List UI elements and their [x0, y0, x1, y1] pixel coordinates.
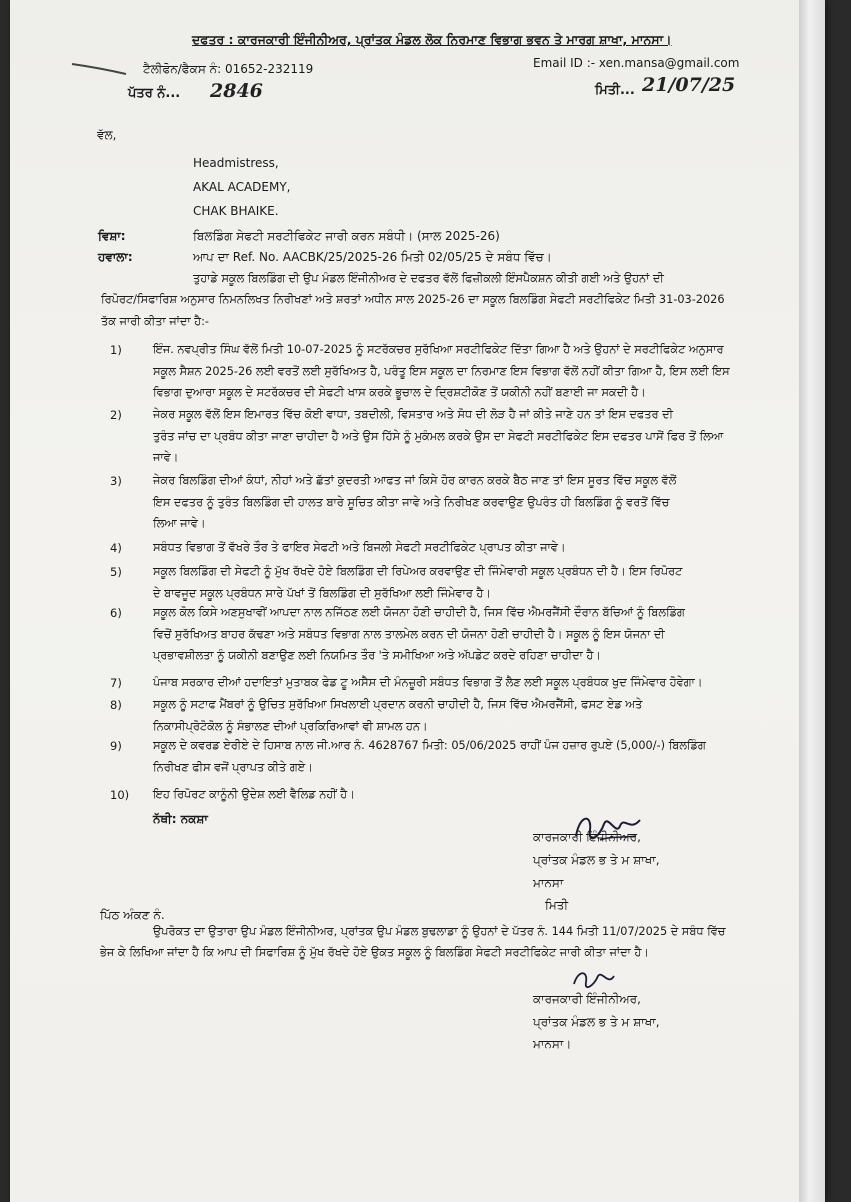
item-number: 8): [110, 698, 122, 712]
reference-text: ਆਪ ਦਾ Ref. No. AACBK/25/2025-26 ਮਿਤੀ 02/05/25 ਦੇ ਸਬੰਧ ਵਿੱਚ।: [193, 250, 552, 264]
item-text-line: ਪ੍ਰਭਾਵਸ਼ੀਲਤਾ ਨੂੰ ਯਕੀਨੀ ਬਣਾਉਣ ਲਈ ਨਿਯਮਿਤ ਤੌਰ 'ਤੇ ਸਮੀਖਿਆ ਅਤੇ ਅੱਪਡੇਟ ਕਰਦੇ ਰਹਿਣਾ ਚਾਹੀਦਾ ਹੈ।: [153, 649, 601, 662]
item-text-line: ਤੁਰੰਤ ਜਾਂਚ ਦਾ ਪ੍ਰਬੰਧ ਕੀਤਾ ਜਾਣਾ ਚਾਹੀਦਾ ਹੈ ਅਤੇ ਉਸ ਹਿੱਸੇ ਨੂੰ ਮੁਕੰਮਲ ਕਰਕੇ ਉਸ ਦਾ ਸੇਫਟੀ ਸਰਟੀਫਿਕੇਟ ਇਸ ਦਫਤਰ ਪਾਸੋਂ ਫਿਰ ਤੋਂ ਲਿਆ: [153, 429, 724, 443]
item-text-line: ਜੇਕਰ ਸਕੂਲ ਵੱਲੋਂ ਇਸ ਇਮਾਰਤ ਵਿੱਚ ਕੋਈ ਵਾਧਾ, ਤਬਦੀਲੀ, ਵਿਸਤਾਰ ਅਤੇ ਸੋਧ ਦੀ ਲੋੜ ਹੈ ਜਾਂ ਕੀਤੇ ਜਾਣੇ ਹਨ ਤਾਂ ਇਸ ਦਫਤਰ ਦੀ: [153, 408, 673, 421]
date-handwritten: 21/07/25: [642, 74, 736, 96]
addressee-van: ਵੱਲ,: [97, 128, 117, 142]
sig1-line-1: ਕਾਰਜਕਾਰੀ ਇੰਜੀਨੀਅਰ,: [533, 830, 641, 844]
phone-line: ਟੈਲੀਫੋਨ/ਫੈਕਸ ਨੰ: 01652-232119: [143, 62, 314, 76]
intro-line-1: ਤੁਹਾਡੇ ਸਕੂਲ ਬਿਲਡਿੰਗ ਦੀ ਉਪ ਮੰਡਲ ਇੰਜੀਨੀਅਰ ਦੇ ਦਫਤਰ ਵੱਲੋਂ ਫਿਜ਼ੀਕਲੀ ਇੰਸਪੈਕਸ਼ਨ ਕੀਤੀ ਗਈ ਅਤੇ ਉਹਨਾਂ ਦੀ: [193, 272, 664, 285]
page-edge: [799, 0, 825, 1202]
item-text-line: ਸਕੂਲ ਨੂੰ ਸਟਾਫ ਮੈਂਬਰਾਂ ਨੂੰ ਉਚਿਤ ਸੁਰੱਖਿਆ ਸਿਖਲਾਈ ਪ੍ਰਦਾਨ ਕਰਨੀ ਚਾਹੀਦੀ ਹੈ, ਜਿਸ ਵਿੱਚ ਐਮਰਜੈਂਸੀ, ਫਸਟ ਏਡ ਅਤੇ: [153, 698, 643, 711]
item-text-line: ਨਿਕਾਸੀਪ੍ਰੋਟੋਕੋਲ ਨੂੰ ਸੰਭਾਲਣ ਦੀਆਂ ਪ੍ਰਕਿਰਿਆਵਾਂ ਵੀ ਸ਼ਾਮਲ ਹਨ।: [153, 719, 428, 733]
item-number: 2): [110, 408, 122, 422]
addressee-line-1: Headmistress,: [193, 156, 279, 170]
office-header: ਦਫਤਰ : ਕਾਰਜਕਾਰੀ ਇੰਜੀਨੀਅਰ, ਪ੍ਰਾਂਤਕ ਮੰਡਲ ਲੋਕ ਨਿਰਮਾਣ ਵਿਭਾਗ ਭਵਨ ਤੇ ਮਾਰਗ ਸ਼ਾਖਾ, ਮਾਨਸਾ।: [192, 32, 672, 47]
item-text-line: ਸਬੰਧਤ ਵਿਭਾਗ ਤੋਂ ਵੱਖਰੇ ਤੌਰ ਤੇ ਫਾਇਰ ਸੇਫਟੀ ਅਤੇ ਬਿਜਲੀ ਸੇਫਟੀ ਸਰਟੀਫਿਕੇਟ ਪ੍ਰਾਪਤ ਕੀਤਾ ਜਾਵੇ।: [153, 541, 566, 554]
item-text-line: ਜੇਕਰ ਬਿਲਡਿੰਗ ਦੀਆਂ ਕੰਧਾਂ, ਨੀਹਾਂ ਅਤੇ ਛੱਤਾਂ ਕੁਦਰਤੀ ਆਫਤ ਜਾਂ ਕਿਸੇ ਹੋਰ ਕਾਰਨ ਕਰਕੇ ਬੈਠ ਜਾਣ ਤਾਂ ਇਸ ਸੂਰਤ ਵਿੱਚ ਸਕੂਲ ਵੱਲੋਂ: [153, 474, 677, 487]
item-text-line: ਵਿਚੋਂ ਸੁਰੱਖਿਅਤ ਬਾਹਰ ਕੱਢਣਾ ਅਤੇ ਸਬੰਧਤ ਵਿਭਾਗ ਨਾਲ ਤਾਲਮੇਲ ਕਰਨ ਦੀ ਯੋਜਨਾ ਹੋਣੀ ਚਾਹੀਦੀ ਹੈ। ਸਕੂਲ ਨੂੰ ਇਸ ਯੋਜਨਾ ਦੀ: [153, 627, 665, 641]
intro-line-2: ਰਿਪੋਰਟ/ਸਿਫਾਰਿਸ਼ ਅਨੁਸਾਰ ਨਿਮਨਲਿਖਤ ਨਿਰੀਖਣਾਂ ਅਤੇ ਸ਼ਰਤਾਂ ਅਧੀਨ ਸਾਲ 2025-26 ਦਾ ਸਕੂਲ ਬਿਲਡਿੰਗ ਸੇਫਟੀ ਸਰਟੀਫਿਕੇਟ ਮਿਤੀ 31-03-2026: [101, 293, 725, 306]
sig1-line-4: ਮਿਤੀ: [545, 898, 569, 912]
item-text-line: ਸਕੂਲ ਦੇ ਕਵਰਡ ਏਰੀਏ ਦੇ ਹਿਸਾਬ ਨਾਲ ਜੀ.ਆਰ ਨੰ. 4628767 ਮਿਤੀ: 05/06/2025 ਰਾਹੀਂ ਪੰਜ ਹਜ਼ਾਰ ਰੁਪਏ (5,000/-) ਬਿਲਡਿੰਗ: [153, 739, 706, 752]
item-text-line: ਲਿਆ ਜਾਵੇ।: [153, 517, 206, 530]
item-text-line: ਪੰਜਾਬ ਸਰਕਾਰ ਦੀਆਂ ਹਦਾਇਤਾਂ ਮੁਤਾਬਕ ਫੇਡ ਟੂ ਅਸੈਸ ਦੀ ਮੰਨਜ਼ੂਰੀ ਸਬੰਧਤ ਵਿਭਾਗ ਤੋਂ ਲੈਣ ਲਈ ਸਕੂਲ ਪ੍ਰਬੰਧਕ ਖੁਦ ਜਿੰਮੇਵਾਰ ਹੋਵੇਗਾ।: [153, 676, 703, 689]
reference-label: ਹਵਾਲਾ:: [98, 250, 133, 264]
signature-scribble-1: [570, 806, 650, 852]
sig2-line-3: ਮਾਨਸਾ।: [533, 1037, 572, 1051]
subject-text: ਬਿਲਡਿੰਗ ਸੇਫਟੀ ਸਰਟੀਫਿਕੇਟ ਜਾਰੀ ਕਰਨ ਸਬੰਧੀ। (ਸਾਲ 2025-26): [193, 229, 500, 243]
endorsement-label: ਪਿੱਠ ਅੰਕਣ ਨੰ.: [100, 908, 165, 922]
addressee-line-2: AKAL ACADEMY,: [193, 180, 291, 194]
item-number: 3): [110, 474, 122, 488]
item-number: 10): [110, 788, 130, 802]
item-number: 9): [110, 739, 122, 753]
signature-scribble-2: [570, 966, 620, 994]
sig1-line-3: ਮਾਨਸਾ: [533, 876, 564, 890]
endorsement-line-1: ਉਪਰੋਕਤ ਦਾ ਉਤਾਰਾ ਉਪ ਮੰਡਲ ਇੰਜੀਨੀਅਰ, ਪ੍ਰਾਂਤਕ ਉਪ ਮੰਡਲ ਬੁਢਲਾਡਾ ਨੂੰ ਉਹਨਾਂ ਦੇ ਪੱਤਰ ਨੰ. 144 ਮਿਤੀ 11/07/2025 ਦੇ ਸਬੰਧ ਵਿੱਚ: [153, 925, 726, 938]
sig2-line-1: ਕਾਰਜਕਾਰੀ ਇੰਜੀਨੀਅਰ,: [533, 992, 641, 1006]
item-text-line: ਇਸ ਦਫਤਰ ਨੂੰ ਤੁਰੰਤ ਬਿਲਡਿੰਗ ਦੀ ਹਾਲਤ ਬਾਰੇ ਸੂਚਿਤ ਕੀਤਾ ਜਾਵੇ ਅਤੇ ਨਿਰੀਖਣ ਕਰਵਾਉਣ ਉਪਰੰਤ ਹੀ ਬਿਲਡਿੰਗ ਨੂੰ ਵਰਤੋਂ ਵਿੱਚ: [153, 495, 670, 509]
item-text-line: ਵਿਭਾਗ ਦੁਆਰਾ ਸਕੂਲ ਦੇ ਸਟਰੱਕਚਰ ਦੀ ਸੇਫਟੀ ਖਾਸ ਕਰਕੇ ਭੂਚਾਲ ਦੇ ਦ੍ਰਿਸ਼ਟੀਕੋਣ ਤੋਂ ਯਕੀਨੀ ਨਹੀਂ ਬਣਾਈ ਜਾ ਸਕਦੀ ਹੈ।: [153, 386, 646, 399]
letter-number-label: ਪੱਤਰ ਨੰ...: [128, 86, 181, 101]
item-text-line: ਇਹ ਰਿਪੋਰਟ ਕਾਨੂੰਨੀ ਉਦੇਸ਼ ਲਈ ਵੈਲਿਡ ਨਹੀਂ ਹੈ।: [153, 788, 355, 801]
item-number: 5): [110, 565, 122, 579]
item-number: 4): [110, 541, 122, 555]
letter-page: [10, 0, 825, 1202]
pen-stroke-mark: [70, 58, 130, 78]
item-number: 7): [110, 676, 122, 690]
sig1-line-2: ਪ੍ਰਾਂਤਕ ਮੰਡਲ ਭ ਤੇ ਮ ਸ਼ਾਖਾ,: [533, 853, 660, 867]
subject-label: ਵਿਸ਼ਾ:: [98, 229, 126, 243]
item-text-line: ਇੰਜ. ਨਵਪ੍ਰੀਤ ਸਿੰਘ ਵੱਲੋਂ ਮਿਤੀ 10-07-2025 ਨੂੰ ਸਟਰੱਕਚਰ ਸੁਰੱਖਿਆ ਸਰਟੀਫਿਕੇਟ ਦਿੱਤਾ ਗਿਆ ਹੈ ਅਤੇ ਉਹਨਾਂ ਦੇ ਸਰਟੀਫਿਕੇਟ ਅਨੁਸਾਰ: [153, 343, 724, 356]
sig2-line-2: ਪ੍ਰਾਂਤਕ ਮੰਡਲ ਭ ਤੇ ਮ ਸ਼ਾਖਾ,: [533, 1015, 660, 1029]
intro-line-3: ਤੱਕ ਜਾਰੀ ਕੀਤਾ ਜਾਂਦਾ ਹੈ:-: [101, 315, 209, 328]
item-text-line: ਜਾਵੇ।: [153, 451, 179, 464]
item-text-line: ਨਿਰੀਖਣ ਫੀਸ ਵਜੋਂ ਪ੍ਰਾਪਤ ਕੀਤੇ ਗਏ।: [153, 760, 313, 774]
email-line: Email ID :- xen.mansa@gmail.com: [533, 56, 740, 70]
enclosure-note: ਨੱਥੀ: ਨਕਸ਼ਾ: [153, 812, 208, 826]
item-text-line: ਦੇ ਬਾਵਜੂਦ ਸਕੂਲ ਪ੍ਰਬੰਧਨ ਸਾਰੇ ਪੱਖਾਂ ਤੋਂ ਬਿਲਡਿੰਗ ਦੀ ਸੁਰੱਖਿਆ ਲਈ ਜਿੰਮੇਵਾਰ ਹੈ।: [153, 586, 491, 600]
item-number: 1): [110, 343, 122, 357]
item-text-line: ਸਕੂਲ ਕੋਲ ਕਿਸੇ ਅਣਸੁਖਾਵੀਂ ਆਪਦਾ ਨਾਲ ਨਜਿੱਠਣ ਲਈ ਯੋਜਨਾ ਹੋਣੀ ਚਾਹੀਦੀ ਹੈ, ਜਿਸ ਵਿੱਚ ਐਮਰਜੈਂਸੀ ਦੌਰਾਨ ਬੱਚਿਆਂ ਨੂੰ ਬਿਲਡਿੰਗ: [153, 606, 685, 619]
item-number: 6): [110, 606, 122, 620]
date-label: ਮਿਤੀ...: [595, 83, 635, 98]
addressee-line-3: CHAK BHAIKE.: [193, 204, 279, 218]
endorsement-line-2: ਭੇਜ ਕੇ ਲਿਖਿਆ ਜਾਂਦਾ ਹੈ ਕਿ ਆਪ ਦੀ ਸਿਫਾਰਿਸ਼ ਨੂੰ ਮੁੱਖ ਰੱਖਦੇ ਹੋਏ ਉਕਤ ਸਕੂਲ ਨੂੰ ਬਿਲਡਿੰਗ ਸੇਫਟੀ ਸਰਟੀਫਿਕੇਟ ਜਾਰੀ ਕੀਤਾ ਜਾਂਦਾ ਹੈ।: [100, 946, 649, 959]
item-text-line: ਸਕੂਲ ਬਿਲਡਿੰਗ ਦੀ ਸੇਫਟੀ ਨੂੰ ਮੁੱਖ ਰੱਖਦੇ ਹੋਏ ਬਿਲਡਿੰਗ ਦੀ ਰਿਪੇਅਰ ਕਰਵਾਉਣ ਦੀ ਜਿੰਮੇਵਾਰੀ ਸਕੂਲ ਪ੍ਰਬੰਧਨ ਦੀ ਹੈ। ਇਸ ਰਿਪੋਰਟ: [153, 565, 683, 578]
item-text-line: ਸਕੂਲ ਸੈਸ਼ਨ 2025-26 ਲਈ ਵਰਤੋਂ ਲਈ ਸੁਰੱਖਿਅਤ ਹੈ, ਪਰੰਤੂ ਇਸ ਸਕੂਲ ਦਾ ਨਿਰਮਾਣ ਇਸ ਵਿਭਾਗ ਵੱਲੋਂ ਨਹੀਂ ਕੀਤਾ ਗਿਆ ਹੈ, ਇਸ ਲਈ ਇਸ: [153, 364, 730, 378]
letter-number-handwritten: 2846: [210, 80, 263, 102]
